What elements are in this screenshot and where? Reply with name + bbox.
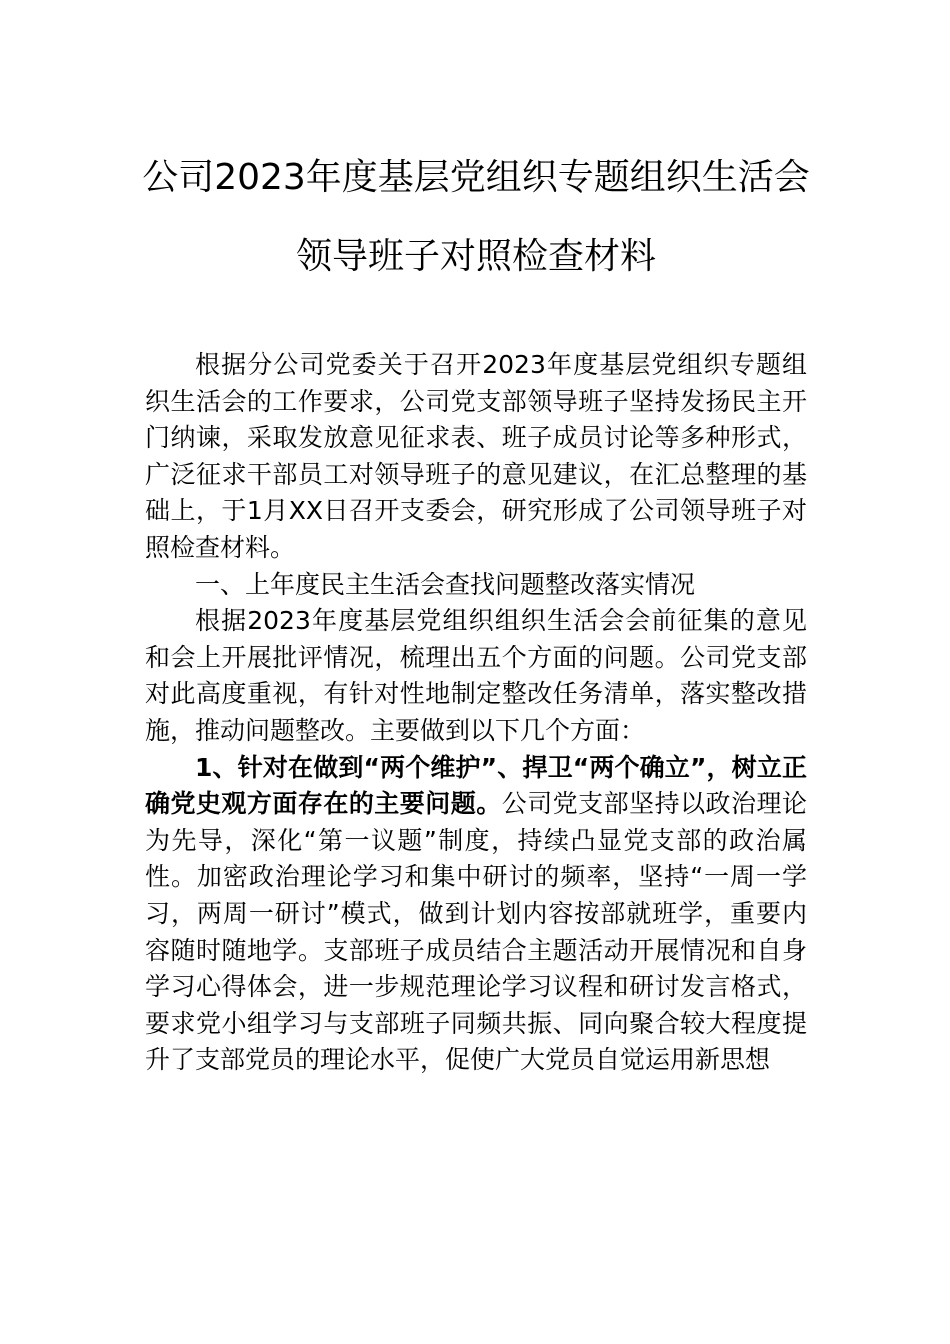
document-body xyxy=(145,347,807,1079)
item-1-text: 公司党支部坚持以政治理论为先导，深化“第一议题”制度，持续凸显党支部的政治属性。加密政治理论学习和集中研讨的频率，坚持“一周一学习，两周一研讨”模式，做到计划内容按部就班学，重要内容随时随地学。支部班子成员结合主题活动开展情况和自身学习心得体会，进一步规范理论学习议程和研讨发言格式，要求党小组学习与支部班子同频共振、同向聚合较大程度提升了支部党员的理论水平，促使广大党员自觉运用新思想 xyxy=(145,789,807,1075)
document-title-line1: 公司2023年度基层党组织专题组织生活会 xyxy=(142,157,810,198)
section-heading: 一、上年度民主生活会查找问题整改落实情况 xyxy=(195,569,696,599)
item-1-heading: 1、针对在做到“两个维护”、捍卫“两个确立”，树立正确党史观方面存在的主要问题。 xyxy=(145,752,807,819)
section-paragraph: 根据2023年度基层党组织组织生活会会前征集的意见和会上开展批评情况，梳理出五个方面的问题。公司党支部对此高度重视，有针对性地制定整改任务清单，落实整改措施，推动问题整改。主要做到以下几个方面： xyxy=(145,606,807,745)
intro-paragraph: 根据分公司党委关于召开2023年度基层党组织专题组织生活会的工作要求，公司党支部领导班子坚持发扬民主开门纳谏，采取发放意见征求表、班子成员讨论等多种形式，广泛征求干部员工对领导班子的意见建议，在汇总整理的基础上，于1月XX日召开支委会，研究形成了公司领导班子对照检查材料。 xyxy=(145,350,807,562)
document-title-line2: 领导班子对照检查材料 xyxy=(295,236,656,277)
item-1-paragraph xyxy=(145,750,807,1079)
document-page xyxy=(142,157,810,1079)
